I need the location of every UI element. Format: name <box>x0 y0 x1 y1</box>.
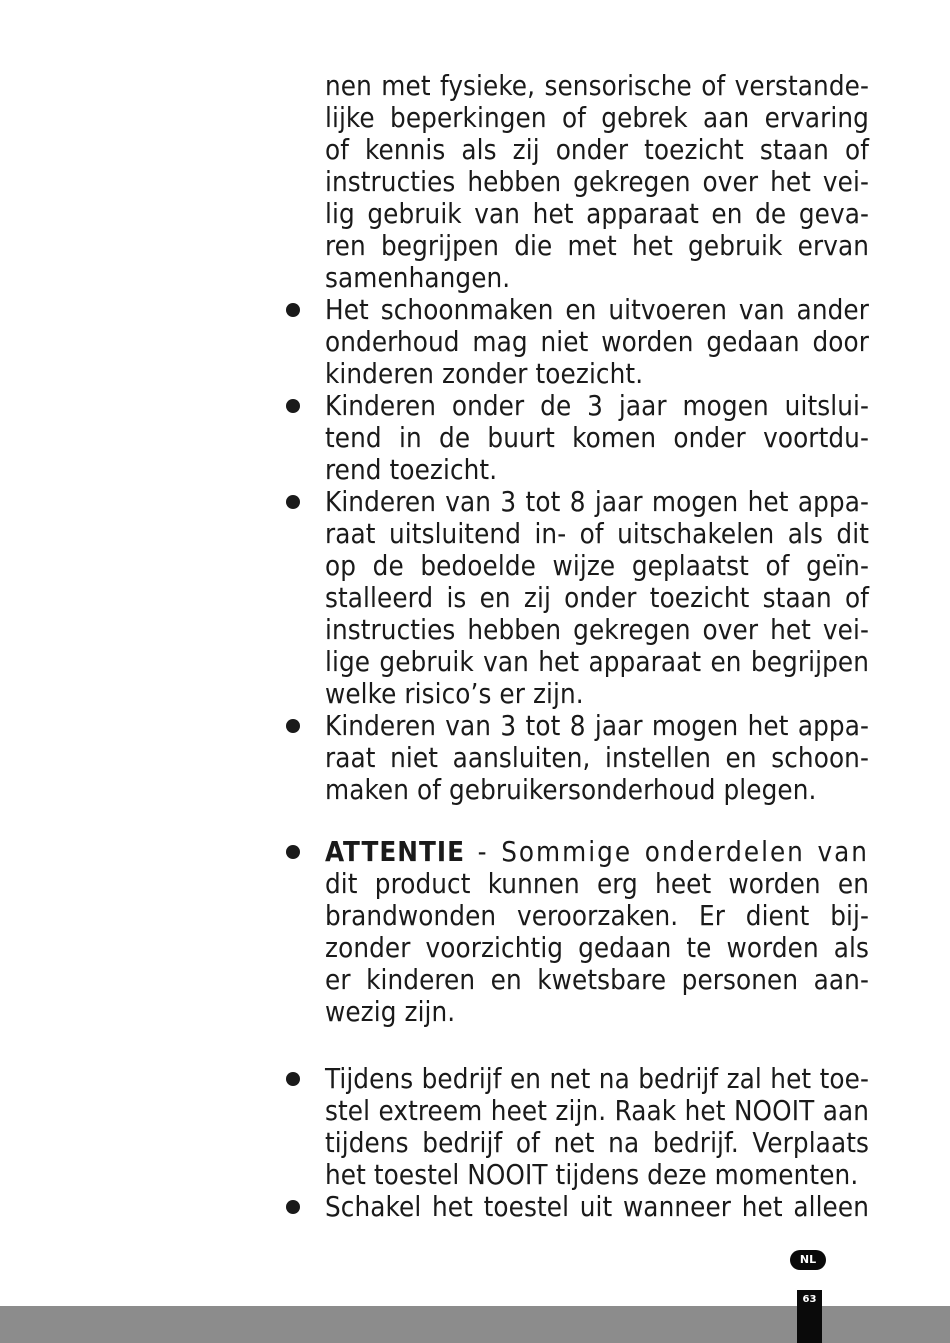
bullet-icon <box>286 399 300 413</box>
text-line: zonder voorzichtig gedaan te worden als <box>325 932 869 964</box>
text-line: stalleerd is en zij onder toezicht staan of <box>325 582 869 614</box>
text-line: stel extreem heet zijn. Raak het NOOIT aan <box>325 1095 869 1127</box>
text-line: Tijdens bedrijf en net na bedrijf zal het toe- <box>325 1063 869 1095</box>
attentie-label: ATTENTIE <box>325 836 465 868</box>
text-line: lige gebruik van het apparaat en begrijpen <box>325 646 869 678</box>
bullet-icon <box>286 1072 300 1086</box>
text-line: samenhangen. <box>325 262 511 294</box>
text-line: nen met fysieke, sensorische of verstande- <box>325 70 869 102</box>
bullet-icon <box>286 495 300 509</box>
warning-first-line <box>325 836 869 868</box>
text-line: kinderen zonder toezicht. <box>325 358 644 390</box>
text-line: Kinderen van 3 tot 8 jaar mogen het appa- <box>325 486 869 518</box>
language-badge: NL <box>790 1250 826 1270</box>
text-line: ren begrijpen die met het gebruik ervan <box>325 230 869 262</box>
text-line: maken of gebruikersonderhoud plegen. <box>325 774 817 806</box>
text-span: - Sommige onderdelen van <box>465 836 869 868</box>
text-line: Kinderen onder de 3 jaar mogen uitslui- <box>325 390 869 422</box>
bullet-icon <box>286 719 300 733</box>
text-line: er kinderen en kwetsbare personen aan- <box>325 964 869 996</box>
text-line: rend toezicht. <box>325 454 498 486</box>
text-line: Schakel het toestel uit wanneer het alleen <box>325 1191 869 1223</box>
text-line: instructies hebben gekregen over het vei- <box>325 614 869 646</box>
text-line: brandwonden veroorzaken. Er dient bij- <box>325 900 869 932</box>
bullet-icon <box>286 1200 300 1214</box>
text-line: welke risico’s er zijn. <box>325 678 584 710</box>
page-number: 63 <box>802 1294 817 1305</box>
text-line: instructies hebben gekregen over het vei- <box>325 166 869 198</box>
text-line: op de bedoelde wijze geplaatst of geïn- <box>325 550 869 582</box>
text-line: of kennis als zij onder toezicht staan of <box>325 134 869 166</box>
text-line: lig gebruik van het apparaat en de geva- <box>325 198 869 230</box>
text-line: onderhoud mag niet worden gedaan door <box>325 326 869 358</box>
text-line: raat uitsluitend in- of uitschakelen als dit <box>325 518 869 550</box>
text-line: tend in de buurt komen onder voortdu- <box>325 422 869 454</box>
text-line: Het schoonmaken en uitvoeren van ander <box>325 294 869 326</box>
text-line: wezig zijn. <box>325 996 456 1028</box>
bullet-icon <box>286 845 300 859</box>
text-line: raat niet aansluiten, instellen en schoon- <box>325 742 869 774</box>
text-line: lijke beperkingen of gebrek aan ervaring <box>325 102 869 134</box>
text-line: dit product kunnen erg heet worden en <box>325 868 869 900</box>
text-line: het toestel NOOIT tijdens deze momenten. <box>325 1159 859 1191</box>
text-line: Kinderen van 3 tot 8 jaar mogen het appa- <box>325 710 869 742</box>
text-line: tijdens bedrijf of net na bedrijf. Verplaats <box>325 1127 869 1159</box>
bullet-icon <box>286 303 300 317</box>
